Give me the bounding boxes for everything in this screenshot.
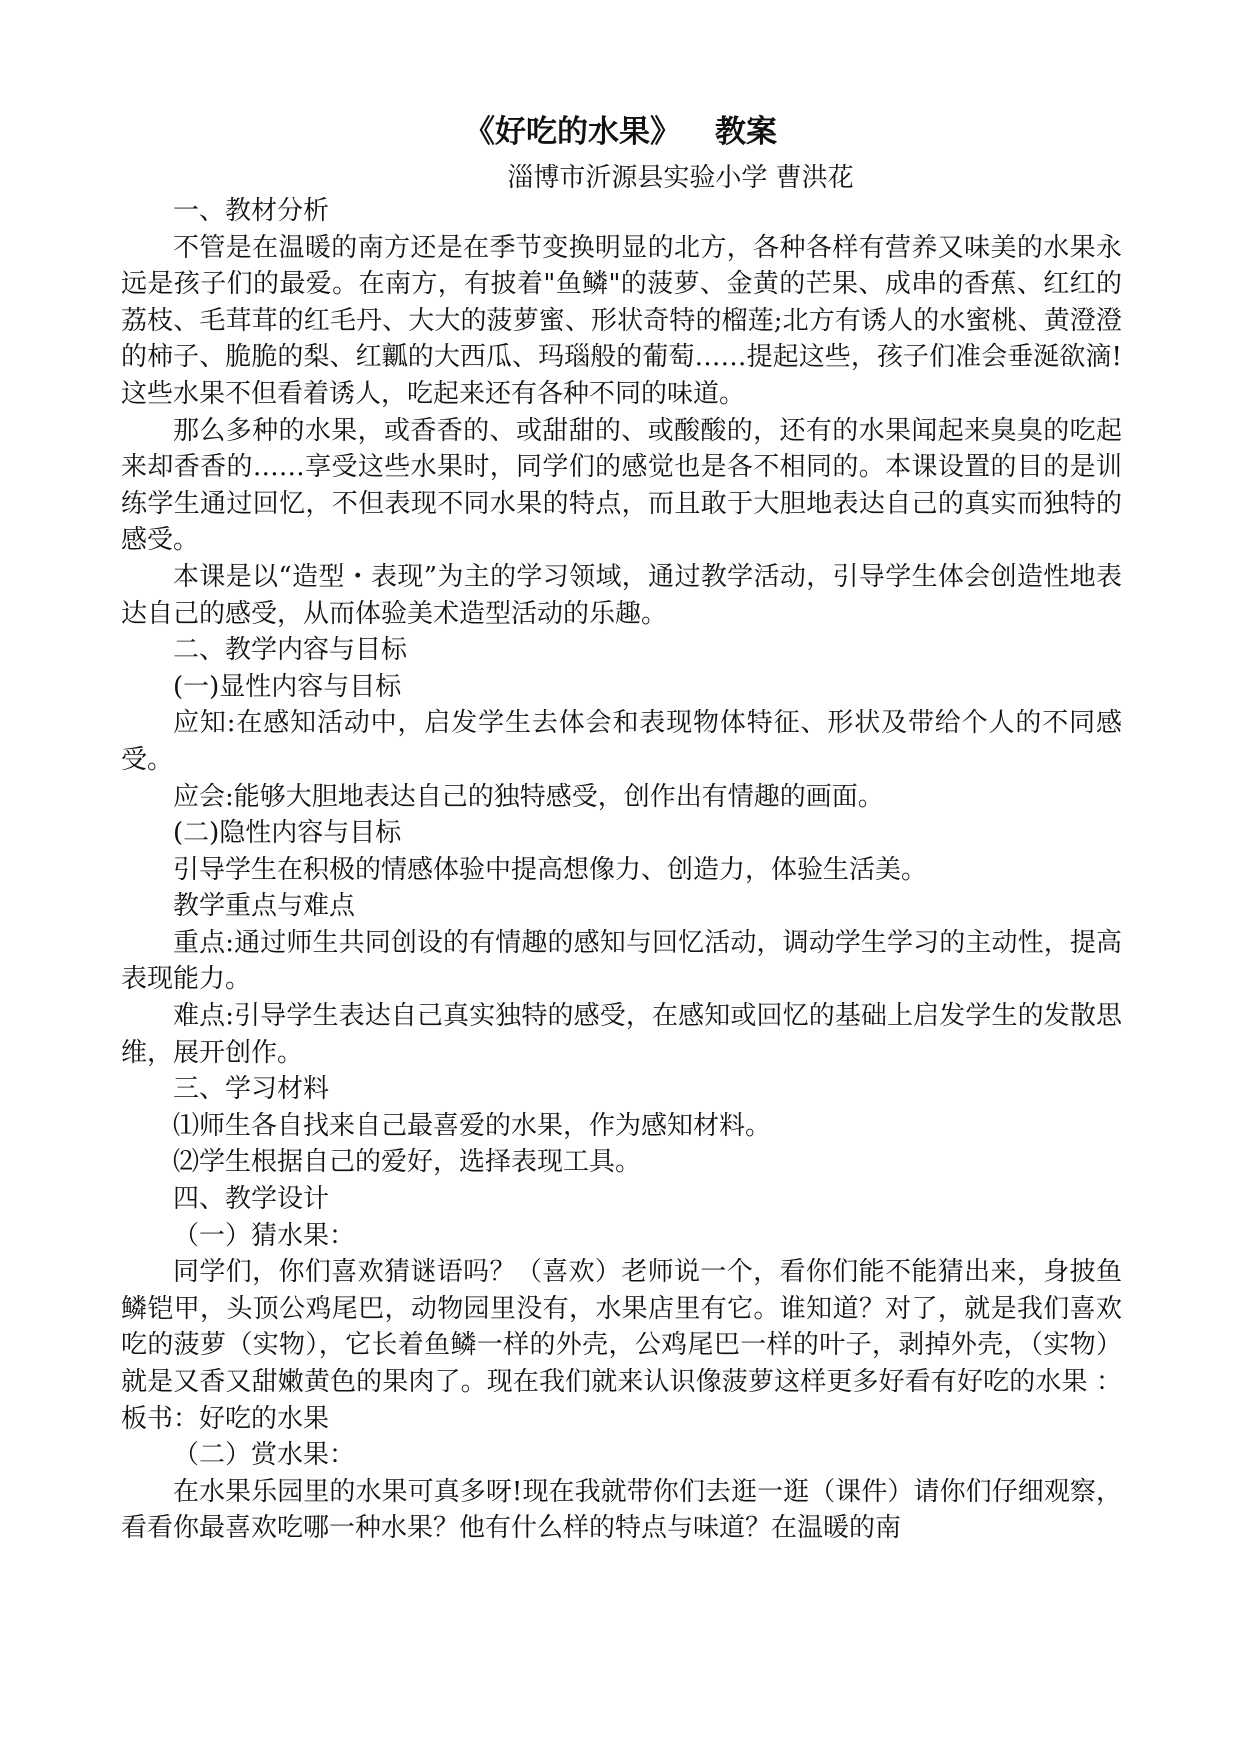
document-title [0,112,1241,152]
paragraph: 难点:引导学生表达自己真实独特的感受，在感知或回忆的基础上启发学生的发散思维，展开创作。 [121,1001,1122,1068]
document-body [121,193,1122,1547]
list-item: ⑴师生各自找来自己最喜爱的水果，作为感知材料。 [173,1110,772,1141]
paragraph: 应会:能够大胆地表达自己的独特感受，创作出有情趣的画面。 [173,781,884,812]
list-item: ⑵学生根据自己的爱好，选择表现工具。 [173,1147,642,1178]
section-heading: 四、教学设计 [173,1184,330,1215]
paragraph: 在水果乐园里的水果可真多呀!现在我就带你们去逛一逛（课件）请你们仔细观察，看看你最喜欢吃哪一种水果？他有什么样的特点与味道？在温暖的南 [121,1476,1122,1544]
paragraph: 不管是在温暖的南方还是在季节变换明显的北方，各种各样有营养又味美的水果永远是孩子们的最爱。在南方，有披着"鱼鳞"的菠萝、金黄的芒果、成串的香蕉、红红的荔枝、毛茸茸的红毛丹、大大的菠萝蜜、形状奇特的榴莲;北方有诱人的水蜜桃、黄澄澄的柿子、脆脆的梨、红瓤的大西瓜、玛瑙般的葡萄……提起这些，孩子们准会垂涎欲滴!这些水果不但看着诱人，吃起来还有各种不同的味道。 [121,232,1122,409]
section-heading: 二、教学内容与目标 [173,635,408,666]
paragraph: 重点:通过师生共同创设的有情趣的感知与回忆活动，调动学生学习的主动性，提高表现能力。 [121,927,1122,995]
paragraph: 引导学生在积极的情感体验中提高想像力、创造力，体验生活美。 [173,854,928,885]
subsection-heading: 教学重点与难点 [173,891,356,922]
paragraph: 应知:在感知活动中，启发学生去体会和表现物体特征、形状及带给个人的不同感受。 [121,708,1122,775]
paragraph: 那么多种的水果，或香香的、或甜甜的、或酸酸的，还有的水果闻起来臭臭的吃起来却香香的……享受这些水果时，同学们的感觉也是各不相同的。本课设置的目的是训练学生通过回忆，不但表现不同水果的特点，而且敢于大胆地表达自己的真实而独特的感受。 [121,415,1122,556]
paragraph: 同学们，你们喜欢猜谜语吗？（喜欢）老师说一个，看你们能不能猜出来，身披鱼鳞铠甲，头顶公鸡尾巴，动物园里没有，水果店里有它。谁知道？对了，就是我们喜欢吃的菠萝（实物），它长着鱼鳞一样的外壳，公鸡尾巴一样的叶子，剥掉外壳，（实物）就是又香又甜嫩黄色的果肉了。现在我们就来认识像菠萝这样更多好看有好吃的水果 ：板书：好吃的水果 [121,1257,1122,1434]
section-heading: 三、学习材料 [173,1074,330,1105]
title-suffix: 教案 [715,114,777,150]
subsection-heading: (二)隐性内容与目标 [173,818,402,849]
paragraph: 本课是以“造型・表现”为主的学习领域，通过教学活动，引导学生体会创造性地表达自己的感受，从而体验美术造型活动的乐趣。 [121,561,1122,629]
subsection-heading: (一)显性内容与目标 [173,671,402,702]
title-text: 《好吃的水果》 [464,114,681,150]
subsection-heading: （二）赏水果： [173,1440,356,1471]
author-line: 淄博市沂源县实验小学 曹洪花 [507,163,854,193]
section-heading: 一、教材分析 [173,196,330,226]
subsection-heading: （一）猜水果： [173,1220,356,1251]
